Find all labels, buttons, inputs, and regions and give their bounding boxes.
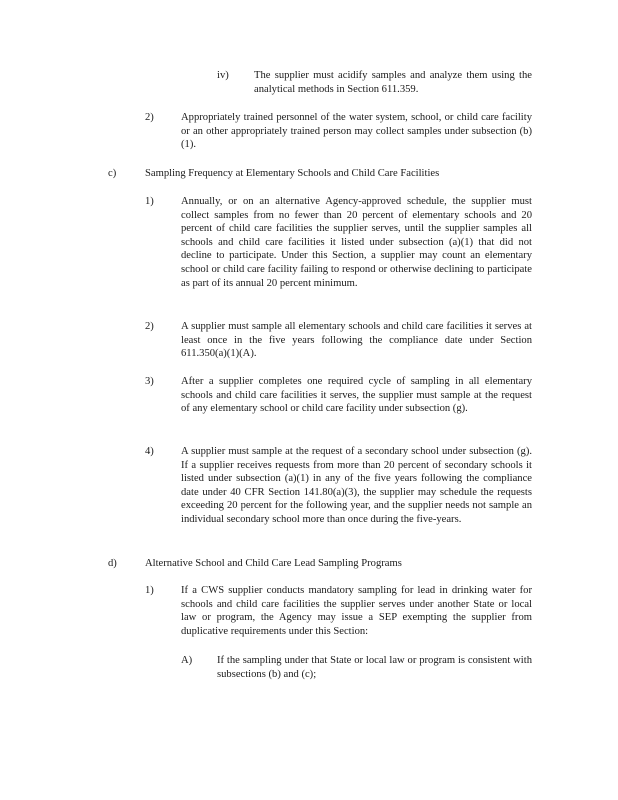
item-label: 4) (145, 446, 154, 457)
subitem-text: The supplier must acidify samples and analyze them using the analytical methods in Section 611.359. (254, 70, 532, 95)
item-label: 1) (145, 196, 154, 207)
subitem-text: If the sampling under that State or local law or program is consistent with subsections (b) and (c); (217, 655, 532, 680)
item-label: 1) (145, 585, 154, 596)
section-heading: Alternative School and Child Care Lead Sampling Programs (145, 558, 402, 569)
section-label: d) (108, 558, 117, 569)
section-heading: Sampling Frequency at Elementary Schools and Child Care Facilities (145, 168, 440, 179)
item-text: Appropriately trained personnel of the water system, school, or child care facility or an other appropriately trained person may collect samples under subsection (b)(1). (181, 112, 532, 151)
item-text: If a CWS supplier conducts mandatory sampling for lead in drinking water for schools and child care facilities the supplier serves under another State or local law or program, the Agency may issue a SEP exempting the supplier from duplicative requirements under this Section: (181, 585, 532, 637)
item-text: A supplier must sample at the request of a secondary school under subsection (g). If a supplier receives requests from more than 20 percent of secondary schools it listed under subsection (a)(1) in any of the five years following the compliance date under 40 CFR Section 141.80(a)(3), the supplier may schedule the requests exceeding 20 percent for the following year, and the supplier needs not sample an individual secondary school more than once during the five-years. (181, 446, 532, 525)
item-label: 3) (145, 376, 154, 387)
section-label: c) (108, 168, 117, 179)
subitem-label: A) (181, 655, 193, 666)
item-label: 2) (145, 112, 154, 123)
subitem-label: iv) (217, 70, 229, 81)
item-label: 2) (145, 321, 154, 332)
item-text: Annually, or on an alternative Agency-approved schedule, the supplier must collect samples from no fewer than 20 percent of elementary schools and 20 percent of child care facilities the supplier serves, until the supplier samples all schools and child care facilities it listed under subsection (a)(1) that did not decline to participate. Under this Section, a supplier may count an elementary school or child care facility failing to respond or otherwise declining to participate as part of its annual 20 percent minimum. (181, 196, 532, 289)
item-text: A supplier must sample all elementary schools and child care facilities it serves at least once in the five years following the compliance date under Section 611.350(a)(1)(A). (181, 321, 532, 360)
item-text: After a supplier completes one required cycle of sampling in all elementary schools and child care facilities it serves, the supplier must sample at the request of any elementary school or child care facility under subsection (g). (181, 376, 532, 415)
